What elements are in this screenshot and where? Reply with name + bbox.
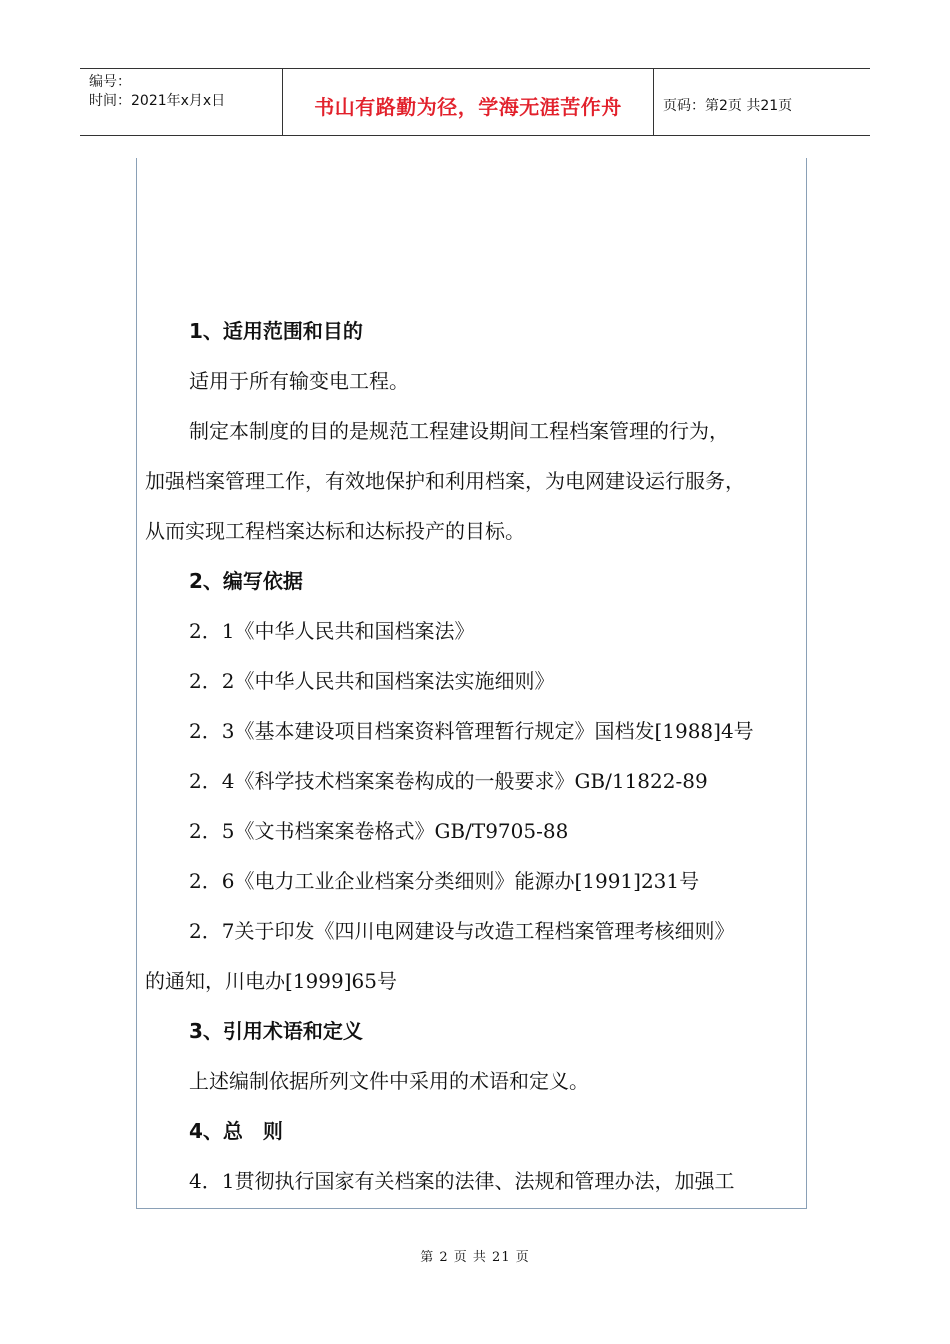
paragraph: 上述编制依据所列文件中采用的术语和定义。 [189,1069,589,1093]
section-title-4: 4、总 则 [189,1119,283,1143]
list-item: 2．1《中华人民共和国档案法》 [189,619,475,643]
document-body [145,306,817,1206]
paragraph: 适用于所有输变电工程。 [189,369,409,393]
section-title-3: 3、引用术语和定义 [189,1019,363,1043]
list-item: 2．4《科学技术档案案卷构成的一般要求》GB/11822-89 [189,769,708,793]
list-item: 4．1贯彻执行国家有关档案的法律、法规和管理办法，加强工 [189,1169,735,1193]
paragraph-continuation: 加强档案管理工作，有效地保护和利用档案，为电网建设运行服务， [145,469,745,493]
list-item: 2．3《基本建设项目档案资料管理暂行规定》国档发[1988]4号 [189,719,754,743]
page-header [80,68,870,136]
page-footer: 第 2 页 共 21 页 [420,1250,530,1265]
number-label: 编号： [89,74,131,90]
list-item: 2．2《中华人民共和国档案法实施细则》 [189,669,555,693]
list-item: 2．7关于印发《四川电网建设与改造工程档案管理考核细则》 [189,919,735,943]
section-title-2: 2、编写依据 [189,569,303,593]
header-meta [80,69,282,135]
header-motto-cell [282,69,654,135]
header-motto: 书山有路勤为径，学海无涯苦作舟 [314,94,622,119]
list-item: 2．5《文书档案案卷格式》GB/T9705-88 [189,819,569,843]
date-label: 时间：2021年x月x日 [89,93,226,109]
paragraph-continuation: 从而实现工程档案达标和达标投产的目标。 [145,519,525,543]
header-page-info: 页码：第2页 共21页 [663,98,793,114]
paragraph: 制定本制度的目的是规范工程建设期间工程档案管理的行为， [189,419,729,443]
section-title-1: 1、适用范围和目的 [189,319,363,343]
list-item: 2．6《电力工业企业档案分类细则》能源办[1991]231号 [189,869,700,893]
list-item-continuation: 的通知，川电办[1999]65号 [145,969,397,993]
